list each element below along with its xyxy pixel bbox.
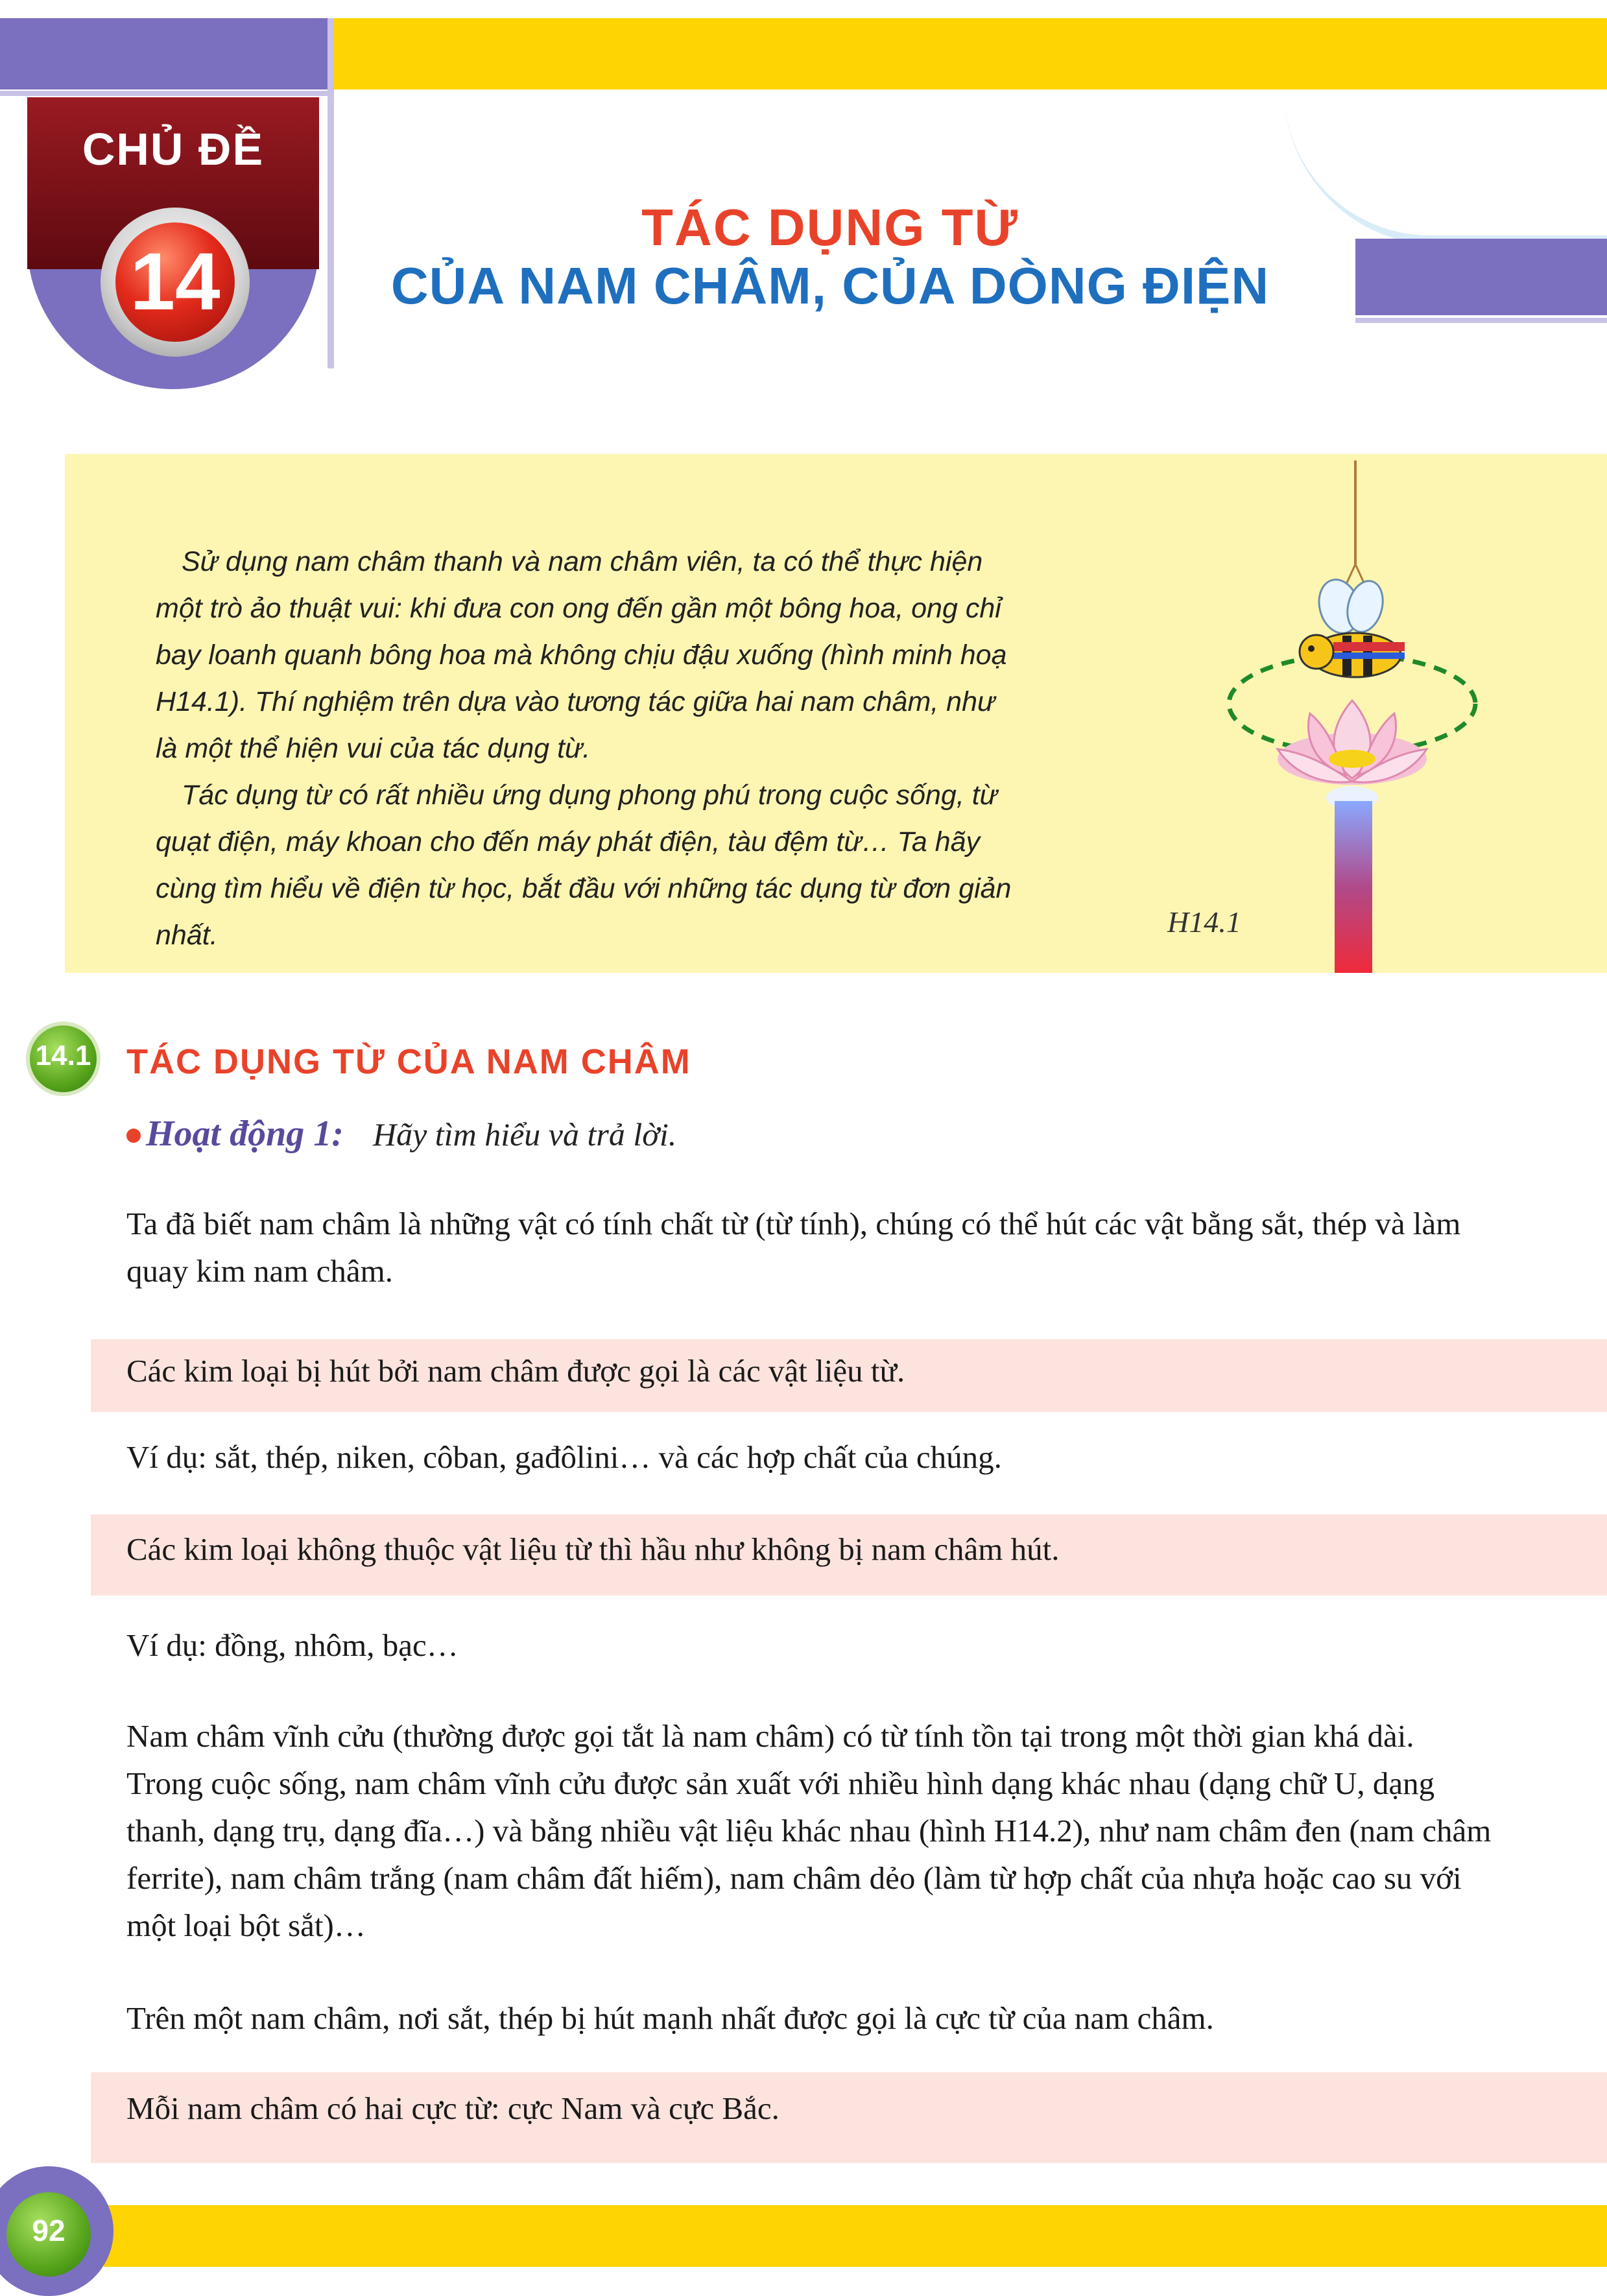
section-title: TÁC DỤNG TỪ CỦA NAM CHÂM bbox=[126, 1042, 691, 1081]
header-vertical-line bbox=[327, 18, 334, 368]
page-number: 92 bbox=[32, 2214, 65, 2247]
header-decoration-inner bbox=[1284, 90, 1607, 235]
highlight-text-2: Các kim loại không thuộc vật liệu từ thì hầu như không bị nam châm hút. bbox=[126, 1531, 1060, 1567]
magnet-stand-icon bbox=[1335, 801, 1372, 973]
bee-flower-illustration bbox=[1206, 454, 1492, 973]
header-right-line bbox=[1355, 318, 1607, 323]
header-band-right bbox=[1355, 239, 1607, 315]
header-band-yellow bbox=[334, 18, 1607, 90]
highlight-text-3: Mỗi nam châm có hai cực từ: cực Nam và cực Bắc. bbox=[126, 2090, 780, 2126]
header-divider-line bbox=[0, 91, 334, 96]
body-paragraph-5: Trên một nam châm, nơi sắt, thép bị hút mạnh nhất được gọi là cực từ của nam châm. bbox=[126, 2000, 1214, 2036]
page-title-line1: TÁC DỤNG TỪ bbox=[641, 198, 1019, 256]
body-paragraph-1: Ta đã biết nam châm là những vật có tính chất từ (từ tính), chúng có thể hút các vật bằng sắt, thép và làm quay kim nam châm. bbox=[126, 1206, 1461, 1289]
activity-instruction: Hãy tìm hiểu và trả lời. bbox=[373, 1116, 677, 1153]
header-band-left bbox=[0, 18, 334, 90]
activity-label: Hoạt động 1: bbox=[146, 1114, 344, 1154]
intro-paragraph-1: Sử dụng nam châm thanh và nam châm viên, ta có thể thực hiện một trò ảo thuật vui: khi đưa con ong đến gần một bông hoa, ong chỉ bay loanh quanh bông hoa mà không chịu đậu xuống (hình minh hoạ H14.1). Thí nghiệm trên dựa vào tương tác giữa hai nam châm, như là một thể hiện vui của tác dụng từ. bbox=[156, 546, 1007, 764]
bee-icon bbox=[1300, 575, 1405, 677]
intro-text bbox=[156, 538, 1018, 959]
figure-caption: H14.1 bbox=[1167, 905, 1241, 939]
body-paragraph-4: Nam châm vĩnh cửu (thường được gọi tắt là nam châm) có từ tính tồn tại trong một thời gian khá dài. Trong cuộc sống, nam châm vĩnh cửu được sản xuất với nhiều hình dạng khác nhau (dạng chữ U, dạng thanh, dạng trụ, dạng đĩa…) và bằng nhiều vật liệu khác nhau (hình H14.2), như nam châm đen (nam châm ferrite), nam châm trắng (nam châm đất hiếm), nam châm dẻo (làm từ hợp chất của nhựa hoặc cao su với một loại bột sắt)… bbox=[126, 1718, 1492, 1943]
body-paragraph-2: Ví dụ: sắt, thép, niken, côban, gađôlini… và các hợp chất của chúng. bbox=[126, 1439, 1002, 1475]
page-title-line2: CỦA NAM CHÂM, CỦA DÒNG ĐIỆN bbox=[390, 257, 1270, 315]
topic-label: CHỦ ĐỀ bbox=[82, 124, 265, 174]
footer-band bbox=[104, 2205, 1607, 2267]
section-number: 14.1 bbox=[35, 1040, 91, 1071]
highlight-text-1: Các kim loại bị hút bởi nam châm được gọi là các vật liệu từ. bbox=[126, 1353, 905, 1389]
body-paragraph-3: Ví dụ: đồng, nhôm, bạc… bbox=[126, 1627, 458, 1663]
bullet-icon bbox=[126, 1129, 141, 1143]
topic-number: 14 bbox=[130, 237, 220, 327]
lotus-flower-icon bbox=[1278, 700, 1427, 809]
intro-paragraph-2: Tác dụng từ có rất nhiều ứng dụng phong phú trong cuộc sống, từ quạt điện, máy khoan cho đến máy phát điện, tàu đệm từ… Ta hãy cùng tìm hiểu về điện từ học, bắt đầu với những tác dụng từ đơn giản nhất. bbox=[156, 780, 1012, 951]
